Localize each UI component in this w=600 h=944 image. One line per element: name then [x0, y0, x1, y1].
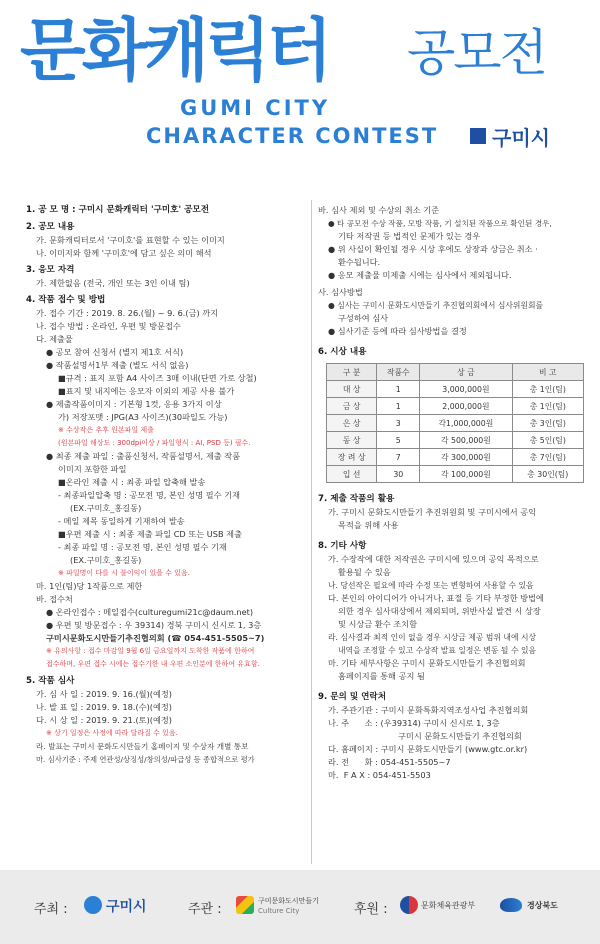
table-row	[327, 381, 584, 398]
table-cell: 대 상	[327, 381, 377, 398]
text-line: 나. 접수 방법 : 온라인, 우편 및 방문접수	[36, 321, 181, 331]
note-line: ※ 파일명이 다를 시 불이익이 있을 수 있음.	[58, 569, 190, 577]
table-cell: 3,000,000원	[420, 381, 512, 398]
text-line: 나. 당선작은 필요에 따라 수정 또는 변형하여 사용할 수 있음	[328, 581, 534, 590]
left-column	[26, 200, 308, 766]
note-line: (원본파일 해상도 : 300dpi이상 / 파일형식 : AI, PSD 등) 필수.	[58, 439, 251, 447]
table-cell: 3	[377, 415, 420, 432]
text-line: 라. 심사결과 최적 인이 없을 경우 시상금 제공 범위 내에 시상	[328, 633, 537, 642]
table-cell: 은 상	[327, 415, 377, 432]
section-3-title: 3. 응모 자격	[26, 265, 75, 275]
text-line: 다. 본인의 아이디어가 아니거나, 표절 등 기타 부정한 방법에	[328, 593, 544, 603]
table-cell: 장 려 상	[327, 449, 377, 466]
text-line: ● 심사는 구미시 문화도시만들기 추진협의회에서 심사위원회를	[328, 301, 544, 310]
text-line: 및 시상금 환수 조치함	[338, 619, 417, 629]
table-cell: 입 선	[327, 466, 377, 483]
text-line: 라. 전 화 : 054-451-5505~7	[328, 757, 451, 767]
text-line: 가. 구미시 문화도시만들기 추진위원회 및 구미시에서 공익	[328, 507, 537, 517]
text-line: 구성하여 심사	[338, 313, 389, 323]
organizer-label: 주관 :	[188, 902, 222, 917]
poster-title-main: 문화캐릭터	[20, 12, 329, 91]
text-line: 다. 시 상 일 : 2019. 9. 21.(토)(예정)	[36, 715, 172, 725]
section-7-title: 7. 제출 작품의 활용	[318, 494, 395, 504]
text-line: ■우편 제출 시 : 최종 제출 파일 CD 또는 USB 제출	[58, 529, 242, 539]
text-line: - 최종 파일 명 : 공모전 명, 본인 성명 필수 기재	[58, 542, 227, 552]
table-cell: 총 3인(팀)	[512, 415, 583, 432]
table-cell: 총 1인(팀)	[512, 398, 583, 415]
table-cell: 총 1인(팀)	[512, 381, 583, 398]
text-line: ● 우편 및 방문접수 : 우 39314) 경북 구미시 신시로 1, 3층	[46, 620, 262, 630]
text-line: 가. 주관기관 : 구미시 문화특화지역조성사업 추진협의회	[328, 705, 529, 715]
section-5-title: 5. 작품 심사	[26, 676, 75, 686]
table-cell: 5	[377, 432, 420, 449]
prize-table-header-cell: 작품수	[377, 364, 420, 381]
text-line: 가. 접수 기간 : 2019. 8. 26.(월) ~ 9. 6.(금) 까지	[36, 308, 219, 318]
text-line: 나. 발 표 일 : 2019. 9. 18.(수)(예정)	[36, 702, 172, 712]
text-line: 나. 주 소 : (우39314) 구미시 신시로 1, 3층	[328, 718, 500, 728]
text-line: 사. 심사방법	[318, 287, 363, 297]
text-line: 마. F A X : 054-451-5503	[328, 770, 431, 780]
table-cell: 1	[377, 398, 420, 415]
text-line: ● 제출작품이미지 : 기본형 1컷, 응용 3가지 이상	[46, 399, 222, 409]
table-cell: 각1,000,000원	[420, 415, 512, 432]
text-line: 라. 발표는 구미시 문화도시만들기 홈페이지 및 수상자 개별 통보	[36, 742, 249, 751]
prize-table-header-cell: 비 고	[512, 364, 583, 381]
text-line: 마. 심사기준 : 주제 연관성/상징성/창의성/파급성 등 종합적으로 평가	[36, 755, 255, 764]
table-cell: 총 5인(팀)	[512, 432, 583, 449]
text-line: ● 심사기준 등에 따라 심사방법을 결정	[328, 326, 467, 336]
column-divider	[311, 200, 312, 864]
text-line: ■규격 : 표지 포함 A4 사이즈 3매 이내(단면 가로 상철)	[58, 373, 257, 383]
note-line: ※ 유의사항 : 접수 마감일 9월 6일 금요일까지 도착한 작품에 한하여	[46, 647, 255, 655]
section-2-title: 2. 공모 내용	[26, 222, 75, 232]
square-icon	[470, 128, 486, 144]
text-line: 이미지 포함한 파일	[58, 464, 127, 474]
text-line: (EX.구미호_홍길동)	[70, 503, 142, 513]
table-cell: 1	[377, 381, 420, 398]
text-line: 홈페이지를 통해 공지 됨	[338, 671, 425, 681]
note-line: 접수하며, 우편 접수 시에는 접수기한 내 우편 소인분에 한하여 유효함.	[46, 660, 260, 668]
host-label: 주최 :	[34, 902, 68, 917]
note-line: ※ 상기 일정은 사정에 따라 달라질 수 있음.	[46, 729, 178, 737]
text-line: ● 공모 참여 신청서 (별지 제1호 서식)	[46, 347, 184, 357]
text-line: 바. 심사 제외 및 수상의 취소 기준	[318, 205, 440, 215]
text-line: 가. 제한없음 (전국, 개인 또는 3인 이내 팀)	[36, 278, 190, 288]
table-cell: 7	[377, 449, 420, 466]
gyeongbuk-logo-icon	[500, 898, 522, 912]
table-row	[327, 466, 584, 483]
text-line: 구미시 문화도시만들기 추진협의회	[398, 731, 522, 741]
table-cell: 각 100,000원	[420, 466, 512, 483]
text-line: 마. 기타 세부사항은 구미시 문화도시만들기 추진협의회	[328, 658, 526, 668]
text-line: 활용될 수 있음	[338, 567, 391, 577]
poster-header	[0, 0, 600, 196]
poster-title-sub: 공모전	[407, 24, 546, 82]
sponsor-2: 경상북도	[527, 901, 558, 910]
table-row	[327, 398, 584, 415]
text-line: 바. 접수처	[36, 594, 73, 604]
host-name: 구미시	[106, 899, 147, 915]
text-line: 의한 경우 심사대상에서 제외되며, 위반사실 발견 시 상장	[338, 606, 541, 616]
section-8-title: 8. 기타 사항	[318, 541, 367, 551]
prize-table	[326, 363, 584, 483]
table-row	[327, 432, 584, 449]
text-line: - 최종파일압축 명 : 공모전 명, 본인 성명 필수 기재	[58, 490, 241, 500]
table-cell: 2,000,000원	[420, 398, 512, 415]
table-cell: 각 500,000원	[420, 432, 512, 449]
text-line: ● 응모 제출물 미제출 시에는 심사에서 제외됩니다.	[328, 270, 512, 280]
text-line: ■온라인 제출 시 : 최종 파일 압축해 발송	[58, 477, 206, 487]
section-9-title: 9. 문의 및 연락처	[318, 692, 387, 702]
text-line: 내역을 조정할 수 있고 수상작 발표 일정은 변동 될 수 있음	[338, 646, 537, 655]
text-line: ● 위 사실이 확인될 경우 시상 후에도 상장과 상금은 취소 ·	[328, 244, 538, 254]
prize-table-header	[327, 364, 584, 381]
section-4-title: 4. 작품 접수 및 방법	[26, 295, 106, 305]
text-line: ● 타 공모전 수상 작품, 모방 작품, 기 설치된 작품으로 확인된 경우,	[328, 219, 552, 228]
text-line: ■표지 및 내지에는 응모자 이외의 제공 사용 불가	[58, 386, 235, 396]
text-line: ● 작품설명서1부 제출 (별도 서식 없음)	[46, 360, 189, 370]
table-row	[327, 449, 584, 466]
right-column	[318, 200, 586, 782]
poster-title-en-line2: CHARACTER CONTEST	[146, 124, 439, 148]
table-cell: 총 7인(팀)	[512, 449, 583, 466]
section-6-title: 6. 시상 내용	[318, 347, 367, 357]
note-line: ※ 수상작은 추후 원본파일 제출	[58, 426, 154, 434]
text-line: ● 온라인접수 : 메일접수(culturegumi21c@daum.net)	[46, 607, 254, 617]
sponsor-label: 후원 :	[354, 902, 388, 917]
culture-city-logo-icon	[236, 896, 254, 914]
organizer-name-en: Culture City	[258, 907, 300, 915]
text-line: 환수됩니다.	[338, 257, 381, 267]
gumi-city-logo-icon	[84, 896, 102, 914]
text-line: 다. 제출물	[36, 334, 73, 344]
text-line: 가. 문화캐릭터로서 '구미호'를 표현할 수 있는 이미지	[36, 235, 225, 245]
table-cell: 동 상	[327, 432, 377, 449]
prize-table-header-cell: 구 분	[327, 364, 377, 381]
text-line: 목적을 위해 사용	[338, 520, 399, 530]
sponsor-footer	[0, 870, 600, 944]
table-cell: 금 상	[327, 398, 377, 415]
text-line: 기타 저작권 등 법적인 문제가 있는 경우	[338, 231, 481, 241]
text-line: - 메일 제목 동일하게 기재하여 발송	[58, 516, 185, 526]
text-line: 구미시문화도시만들기추진협의회 (☎ 054-451-5505~7)	[46, 633, 265, 643]
text-line: 마. 1인(팀)당 1작품으로 제한	[36, 581, 143, 591]
text-line: 나. 이미지와 함께 '구미호'에 담고 싶은 의미 해석	[36, 248, 212, 258]
table-cell: 30	[377, 466, 420, 483]
table-row	[327, 415, 584, 432]
sponsor-1: 문화체육관광부	[421, 901, 476, 910]
text-line: 가. 수장작에 대한 저작권은 구미시에 있으며 공익 목적으로	[328, 554, 539, 564]
section-1-title: 1. 공 모 명 : 구미시 문화캐릭터 '구미호' 공모전	[26, 205, 210, 215]
text-line: (EX.구미호_홍길동)	[70, 555, 142, 565]
table-cell: 총 30인(팀)	[512, 466, 583, 483]
text-line: ● 최종 제출 파일 : 출품신청서, 작품설명서, 제출 작품	[46, 451, 241, 461]
prize-table-header-cell: 상 금	[420, 364, 512, 381]
poster-title-en-line1: GUMI CITY	[180, 96, 331, 120]
ministry-logo-icon	[400, 896, 418, 914]
text-line: 가) 저장포맷 : JPG(A3 사이즈)(30파일도 가능)	[58, 412, 228, 422]
text-line: 가. 심 사 일 : 2019. 9. 16.(월)(예정)	[36, 689, 172, 699]
table-cell: 각 300,000원	[420, 449, 512, 466]
text-line: 다. 홈페이지 : 구미시 문화도시만들기 (www.gtc.or.kr)	[328, 744, 528, 754]
organizer-name-ko: 구미문화도시만들기	[258, 897, 319, 905]
poster-title-city: 구미시	[492, 126, 550, 150]
